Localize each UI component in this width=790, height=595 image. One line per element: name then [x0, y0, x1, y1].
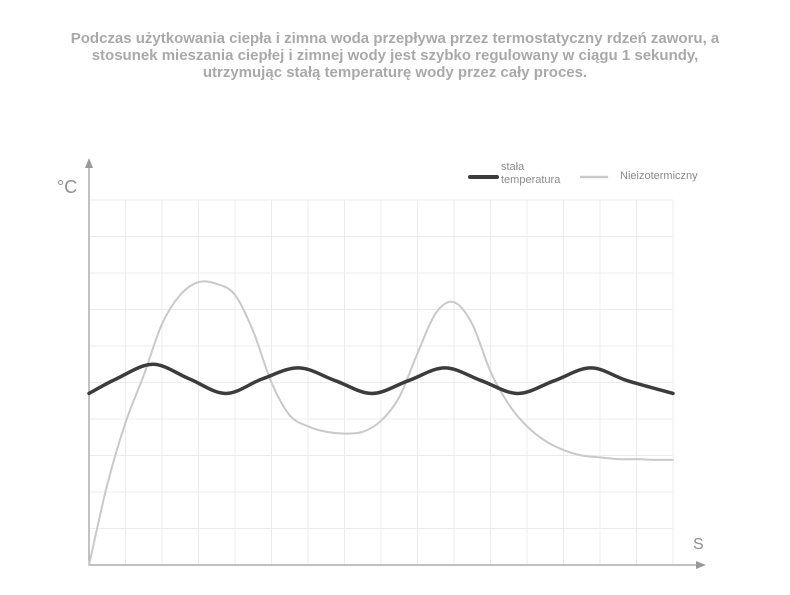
- caption-line-1: Podczas użytkowania ciepła i zimna woda przepływa przez termostatyczny rdzeń zaworu, a: [70, 30, 720, 47]
- grid-lines: [89, 200, 673, 565]
- legend-label-non-isothermal: Nieizotermiczny: [620, 170, 698, 182]
- y-axis-arrow-icon: [85, 158, 93, 168]
- legend: [470, 161, 698, 186]
- x-axis-label: S: [693, 536, 704, 553]
- caption-line-3: utrzymując stałą temperaturę wody przez cały proces.: [202, 64, 588, 81]
- legend-label-constant-line2: temperatura: [501, 174, 561, 186]
- x-axis-arrow-icon: [696, 561, 706, 569]
- legend-label-constant-line1: stała: [501, 161, 525, 173]
- caption-line-2: stosunek mieszania ciepłej i zimnej wody jest szybko regulowany w ciągu 1 sekundy,: [91, 47, 699, 64]
- y-axis-label: °C: [57, 177, 78, 197]
